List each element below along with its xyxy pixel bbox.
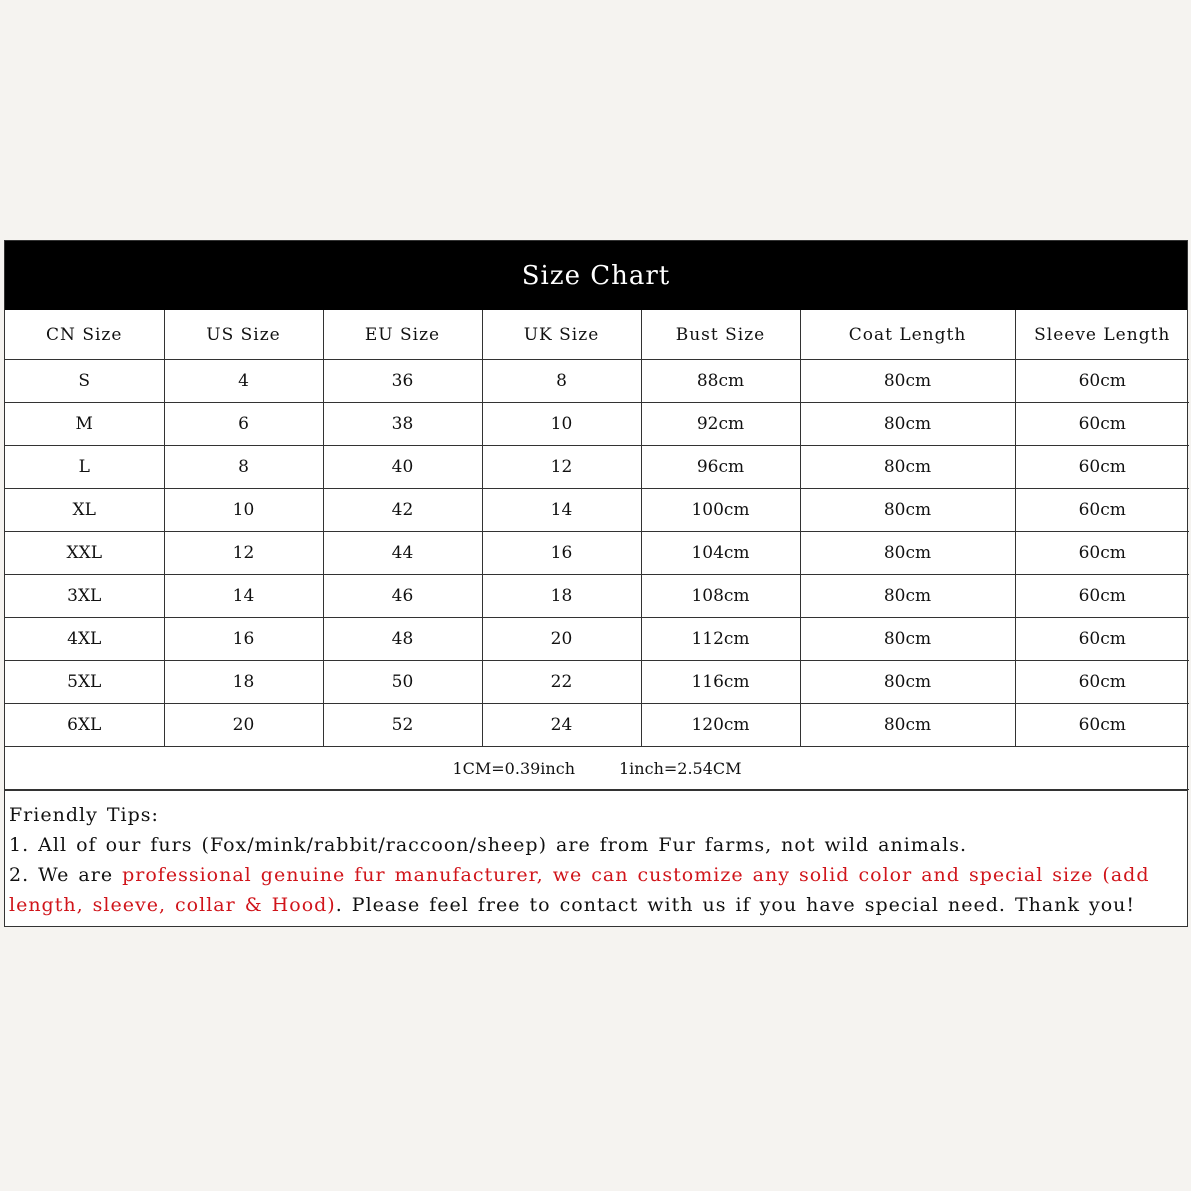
conversion-cell — [5, 747, 1189, 790]
tip-2-highlight: professional genuine fur manufacturer, we can customize any solid color and special size (add length, sleeve, collar & Hood) — [9, 864, 1150, 916]
table-row — [5, 661, 1189, 704]
cell-eu-size: 36 — [323, 360, 482, 403]
header-row — [5, 310, 1189, 360]
tips-heading: Friendly Tips: — [9, 804, 159, 826]
table-row — [5, 618, 1189, 661]
cell-bust-size: 120cm — [641, 704, 800, 747]
table-row — [5, 360, 1189, 403]
cell-cn-size: XXL — [5, 532, 164, 575]
cell-coat-length: 80cm — [800, 532, 1015, 575]
cell-bust-size: 96cm — [641, 446, 800, 489]
header-uk-size: UK Size — [482, 310, 641, 360]
cell-eu-size: 38 — [323, 403, 482, 446]
cell-uk-size: 22 — [482, 661, 641, 704]
friendly-tips — [5, 790, 1187, 926]
header-us-size: US Size — [164, 310, 323, 360]
cell-cn-size: 3XL — [5, 575, 164, 618]
cell-bust-size: 108cm — [641, 575, 800, 618]
cell-eu-size: 44 — [323, 532, 482, 575]
cell-us-size: 10 — [164, 489, 323, 532]
size-chart-title — [5, 241, 1187, 310]
cell-uk-size: 18 — [482, 575, 641, 618]
inch-to-cm: 1inch=2.54CM — [619, 758, 742, 778]
cell-uk-size: 14 — [482, 489, 641, 532]
cell-us-size: 14 — [164, 575, 323, 618]
cell-uk-size: 16 — [482, 532, 641, 575]
cell-sleeve-length: 60cm — [1015, 661, 1189, 704]
table-row — [5, 532, 1189, 575]
cell-sleeve-length: 60cm — [1015, 489, 1189, 532]
cell-coat-length: 80cm — [800, 446, 1015, 489]
cell-sleeve-length: 60cm — [1015, 360, 1189, 403]
cell-coat-length: 80cm — [800, 704, 1015, 747]
cm-to-inch: 1CM=0.39inch — [452, 758, 575, 778]
size-chart-sheet — [4, 240, 1188, 927]
cell-uk-size: 10 — [482, 403, 641, 446]
tip-2-suffix: . Please feel free to contact with us if you have special need. Thank you! — [335, 894, 1136, 916]
header-coat-length: Coat Length — [800, 310, 1015, 360]
cell-coat-length: 80cm — [800, 618, 1015, 661]
cell-us-size: 20 — [164, 704, 323, 747]
cell-eu-size: 42 — [323, 489, 482, 532]
cell-us-size: 8 — [164, 446, 323, 489]
header-sleeve-length: Sleeve Length — [1015, 310, 1189, 360]
cell-us-size: 16 — [164, 618, 323, 661]
table-row — [5, 575, 1189, 618]
cell-uk-size: 8 — [482, 360, 641, 403]
cell-eu-size: 48 — [323, 618, 482, 661]
cell-sleeve-length: 60cm — [1015, 532, 1189, 575]
cell-bust-size: 92cm — [641, 403, 800, 446]
size-table-body — [5, 360, 1189, 747]
cell-coat-length: 80cm — [800, 489, 1015, 532]
tip-1: 1. All of our furs (Fox/mink/rabbit/raccoon/sheep) are from Fur farms, not wild animals. — [9, 834, 967, 856]
header-bust-size: Bust Size — [641, 310, 800, 360]
cell-bust-size: 112cm — [641, 618, 800, 661]
cell-us-size: 18 — [164, 661, 323, 704]
cell-coat-length: 80cm — [800, 403, 1015, 446]
tip-2-prefix: 2. We are — [9, 864, 123, 886]
cell-bust-size: 116cm — [641, 661, 800, 704]
cell-sleeve-length: 60cm — [1015, 618, 1189, 661]
cell-cn-size: 6XL — [5, 704, 164, 747]
cell-uk-size: 12 — [482, 446, 641, 489]
cell-eu-size: 52 — [323, 704, 482, 747]
cell-cn-size: 5XL — [5, 661, 164, 704]
table-row — [5, 704, 1189, 747]
cell-cn-size: XL — [5, 489, 164, 532]
cell-us-size: 12 — [164, 532, 323, 575]
cell-cn-size: M — [5, 403, 164, 446]
cell-uk-size: 24 — [482, 704, 641, 747]
cell-cn-size: S — [5, 360, 164, 403]
cell-cn-size: L — [5, 446, 164, 489]
cell-coat-length: 80cm — [800, 360, 1015, 403]
cell-eu-size: 40 — [323, 446, 482, 489]
cell-eu-size: 50 — [323, 661, 482, 704]
title-text: Size Chart — [521, 260, 671, 291]
cell-coat-length: 80cm — [800, 661, 1015, 704]
cell-cn-size: 4XL — [5, 618, 164, 661]
table-row — [5, 489, 1189, 532]
conversion-row — [5, 747, 1189, 790]
cell-sleeve-length: 60cm — [1015, 403, 1189, 446]
tip-2 — [9, 860, 1183, 920]
cell-sleeve-length: 60cm — [1015, 575, 1189, 618]
cell-us-size: 4 — [164, 360, 323, 403]
cell-eu-size: 46 — [323, 575, 482, 618]
cell-bust-size: 104cm — [641, 532, 800, 575]
table-row — [5, 403, 1189, 446]
header-eu-size: EU Size — [323, 310, 482, 360]
cell-bust-size: 88cm — [641, 360, 800, 403]
cell-sleeve-length: 60cm — [1015, 446, 1189, 489]
cell-uk-size: 20 — [482, 618, 641, 661]
size-table — [5, 310, 1189, 790]
table-row — [5, 446, 1189, 489]
cell-us-size: 6 — [164, 403, 323, 446]
cell-bust-size: 100cm — [641, 489, 800, 532]
header-cn-size: CN Size — [5, 310, 164, 360]
cell-sleeve-length: 60cm — [1015, 704, 1189, 747]
cell-coat-length: 80cm — [800, 575, 1015, 618]
